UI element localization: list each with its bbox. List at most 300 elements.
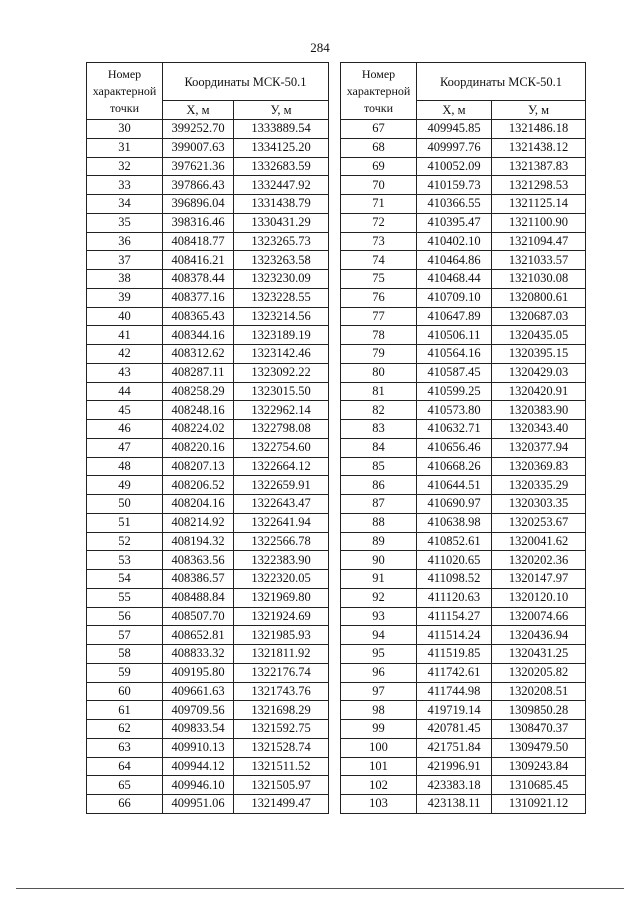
y-coordinate-cell: 1309479.50 [492,738,586,757]
y-coordinate-cell: 1321100.90 [492,213,586,232]
point-number-cell: 57 [87,626,163,645]
x-coordinate-cell: 408194.32 [163,532,234,551]
y-coordinate-cell: 1321125.14 [492,195,586,214]
y-coordinate-cell: 1321486.18 [492,120,586,139]
x-coordinate-cell: 409195.80 [163,663,234,682]
y-coordinate-cell: 1320074.66 [492,607,586,626]
table-row [341,795,586,814]
y-coordinate-cell: 1321698.29 [234,701,329,720]
y-coordinate-cell: 1321094.47 [492,232,586,251]
y-coordinate-cell: 1322176.74 [234,663,329,682]
point-number-cell: 51 [87,513,163,532]
x-coordinate-cell: 411120.63 [417,588,492,607]
y-coordinate-cell: 1321030.08 [492,270,586,289]
point-number-cell: 56 [87,607,163,626]
point-number-cell: 90 [341,551,417,570]
y-coordinate-cell: 1322566.78 [234,532,329,551]
table-row [87,363,329,382]
point-number-cell: 95 [341,645,417,664]
point-number-cell: 72 [341,213,417,232]
x-coordinate-cell: 408386.57 [163,570,234,589]
table-row [341,495,586,514]
point-number-cell: 35 [87,213,163,232]
point-number-cell: 44 [87,382,163,401]
point-number-cell: 30 [87,120,163,139]
point-number-cell: 53 [87,551,163,570]
y-coordinate-cell: 1321511.52 [234,757,329,776]
point-number-cell: 83 [341,420,417,439]
x-column-header: Х, м [163,101,234,120]
table-row [87,120,329,139]
y-coordinate-cell: 1321499.47 [234,795,329,814]
scan-edge-line [16,888,624,889]
x-coordinate-cell: 409944.12 [163,757,234,776]
y-coordinate-cell: 1321743.76 [234,682,329,701]
y-coordinate-cell: 1320431.25 [492,645,586,664]
table-row [87,720,329,739]
y-coordinate-cell: 1333889.54 [234,120,329,139]
x-coordinate-cell: 411154.27 [417,607,492,626]
y-coordinate-cell: 1320369.83 [492,457,586,476]
table-row [87,195,329,214]
point-number-cell: 62 [87,720,163,739]
point-number-cell: 58 [87,645,163,664]
point-number-cell: 97 [341,682,417,701]
y-coordinate-cell: 1320429.03 [492,363,586,382]
y-coordinate-cell: 1320435.05 [492,326,586,345]
table-row [87,157,329,176]
x-coordinate-cell: 409709.56 [163,701,234,720]
point-number-cell: 34 [87,195,163,214]
y-coordinate-cell: 1322320.05 [234,570,329,589]
x-coordinate-cell: 420781.45 [417,720,492,739]
x-coordinate-cell: 410395.47 [417,213,492,232]
table-row [341,401,586,420]
table-row [87,251,329,270]
point-number-cell: 98 [341,701,417,720]
table-row [87,513,329,532]
y-coordinate-cell: 1323263.58 [234,251,329,270]
point-number-cell: 73 [341,232,417,251]
y-coordinate-cell: 1320687.03 [492,307,586,326]
x-coordinate-cell: 408507.70 [163,607,234,626]
y-coordinate-cell: 1321505.97 [234,776,329,795]
y-coordinate-cell: 1323142.46 [234,345,329,364]
x-coordinate-cell: 410656.46 [417,438,492,457]
y-coordinate-cell: 1320383.90 [492,401,586,420]
x-coordinate-cell: 408652.81 [163,626,234,645]
point-number-cell: 59 [87,663,163,682]
coordinates-table-right [340,62,586,814]
x-coordinate-cell: 410506.11 [417,326,492,345]
point-number-cell: 79 [341,345,417,364]
y-coordinate-cell: 1321592.75 [234,720,329,739]
table-row [87,607,329,626]
coordinates-header: Координаты МСК-50.1 [417,63,586,101]
point-number-cell: 100 [341,738,417,757]
x-coordinate-cell: 399007.63 [163,138,234,157]
table-row [87,588,329,607]
table-row [87,682,329,701]
table-row [87,757,329,776]
point-number-cell: 61 [87,701,163,720]
y-coordinate-cell: 1322798.08 [234,420,329,439]
x-coordinate-cell: 409833.54 [163,720,234,739]
table-row [87,776,329,795]
table-row [341,157,586,176]
x-coordinate-cell: 408214.92 [163,513,234,532]
y-coordinate-cell: 1320205.82 [492,663,586,682]
y-coordinate-cell: 1321387.83 [492,157,586,176]
table-row [341,176,586,195]
point-number-cell: 88 [341,513,417,532]
table-row [87,457,329,476]
point-number-cell: 49 [87,476,163,495]
y-coordinate-cell: 1322643.47 [234,495,329,514]
y-coordinate-cell: 1323214.56 [234,307,329,326]
x-coordinate-cell: 409951.06 [163,795,234,814]
x-coordinate-cell: 410668.26 [417,457,492,476]
table-row [341,213,586,232]
point-number-cell: 41 [87,326,163,345]
y-coordinate-cell: 1320303.35 [492,495,586,514]
x-coordinate-cell: 423138.11 [417,795,492,814]
y-coordinate-cell: 1320343.40 [492,420,586,439]
y-coordinate-cell: 1323189.19 [234,326,329,345]
x-coordinate-cell: 408418.77 [163,232,234,251]
table-row [341,551,586,570]
x-coordinate-cell: 421751.84 [417,738,492,757]
point-number-cell: 37 [87,251,163,270]
y-coordinate-cell: 1332447.92 [234,176,329,195]
table-row [341,663,586,682]
table-row [341,382,586,401]
x-coordinate-cell: 408488.84 [163,588,234,607]
table-row [87,551,329,570]
table-row [341,720,586,739]
table-row [87,795,329,814]
point-number-cell: 93 [341,607,417,626]
point-number-cell: 55 [87,588,163,607]
x-coordinate-cell: 411098.52 [417,570,492,589]
y-coordinate-cell: 1322754.60 [234,438,329,457]
point-number-header: Номер характерной точки [87,63,163,120]
point-number-cell: 39 [87,288,163,307]
y-coordinate-cell: 1308470.37 [492,720,586,739]
y-coordinate-cell: 1323265.73 [234,232,329,251]
point-number-cell: 40 [87,307,163,326]
y-column-header: У, м [492,101,586,120]
y-coordinate-cell: 1320253.67 [492,513,586,532]
x-coordinate-cell: 410638.98 [417,513,492,532]
table-row [87,401,329,420]
x-coordinate-cell: 411020.65 [417,551,492,570]
y-coordinate-cell: 1320395.15 [492,345,586,364]
y-coordinate-cell: 1322659.91 [234,476,329,495]
table-row [341,307,586,326]
x-coordinate-cell: 397866.43 [163,176,234,195]
point-number-cell: 96 [341,663,417,682]
table-row [87,476,329,495]
table-row [341,607,586,626]
y-coordinate-cell: 1309243.84 [492,757,586,776]
table-row [341,420,586,439]
y-coordinate-cell: 1330431.29 [234,213,329,232]
point-number-cell: 32 [87,157,163,176]
y-coordinate-cell: 1323015.50 [234,382,329,401]
x-coordinate-cell: 409945.85 [417,120,492,139]
table-row [87,701,329,720]
point-number-cell: 68 [341,138,417,157]
y-coordinate-cell: 1323228.55 [234,288,329,307]
table-row [341,757,586,776]
table-row [87,570,329,589]
x-coordinate-cell: 408206.52 [163,476,234,495]
y-coordinate-cell: 1320202.36 [492,551,586,570]
point-number-cell: 60 [87,682,163,701]
y-coordinate-cell: 1323230.09 [234,270,329,289]
point-number-cell: 50 [87,495,163,514]
table-row [341,682,586,701]
y-coordinate-cell: 1320377.94 [492,438,586,457]
point-number-header: Номер характерной точки [341,63,417,120]
y-coordinate-cell: 1334125.20 [234,138,329,157]
x-coordinate-cell: 396896.04 [163,195,234,214]
x-coordinate-cell: 408204.16 [163,495,234,514]
x-coordinate-cell: 408258.29 [163,382,234,401]
x-coordinate-cell: 423383.18 [417,776,492,795]
x-coordinate-cell: 408344.16 [163,326,234,345]
point-number-cell: 102 [341,776,417,795]
x-coordinate-cell: 397621.36 [163,157,234,176]
point-number-cell: 69 [341,157,417,176]
coordinates-header: Координаты МСК-50.1 [163,63,329,101]
table-row [87,438,329,457]
x-coordinate-cell: 408220.16 [163,438,234,457]
table-row [87,270,329,289]
page-number: 284 [310,40,330,55]
x-coordinate-cell: 410366.55 [417,195,492,214]
table-row [341,588,586,607]
y-coordinate-cell: 1321438.12 [492,138,586,157]
point-number-cell: 54 [87,570,163,589]
x-coordinate-cell: 410159.73 [417,176,492,195]
table-row [341,645,586,664]
table-row [87,738,329,757]
x-coordinate-cell: 409910.13 [163,738,234,757]
y-coordinate-cell: 1320436.94 [492,626,586,645]
point-number-cell: 101 [341,757,417,776]
point-number-cell: 74 [341,251,417,270]
point-number-cell: 45 [87,401,163,420]
x-coordinate-cell: 408833.32 [163,645,234,664]
point-number-cell: 99 [341,720,417,739]
point-number-cell: 66 [87,795,163,814]
table-row [87,663,329,682]
table-row [341,326,586,345]
table-row [87,532,329,551]
x-coordinate-cell: 409661.63 [163,682,234,701]
y-coordinate-cell: 1321985.93 [234,626,329,645]
point-number-cell: 52 [87,532,163,551]
x-coordinate-cell: 411744.98 [417,682,492,701]
table-row [87,232,329,251]
point-number-cell: 85 [341,457,417,476]
point-number-cell: 33 [87,176,163,195]
table-row [341,232,586,251]
x-coordinate-cell: 410052.09 [417,157,492,176]
table-row [341,701,586,720]
y-coordinate-cell: 1331438.79 [234,195,329,214]
table-row [87,307,329,326]
table-row [341,345,586,364]
point-number-cell: 65 [87,776,163,795]
y-coordinate-cell: 1322664.12 [234,457,329,476]
point-number-cell: 43 [87,363,163,382]
y-coordinate-cell: 1322383.90 [234,551,329,570]
y-coordinate-cell: 1310685.45 [492,776,586,795]
x-coordinate-cell: 411742.61 [417,663,492,682]
table-row [87,495,329,514]
x-coordinate-cell: 408365.43 [163,307,234,326]
point-number-cell: 38 [87,270,163,289]
x-coordinate-cell: 408363.56 [163,551,234,570]
point-number-cell: 80 [341,363,417,382]
table-row [341,626,586,645]
point-number-cell: 46 [87,420,163,439]
table-row [341,138,586,157]
point-number-cell: 70 [341,176,417,195]
point-number-cell: 81 [341,382,417,401]
point-number-cell: 89 [341,532,417,551]
x-coordinate-cell: 408248.16 [163,401,234,420]
point-number-cell: 48 [87,457,163,476]
y-coordinate-cell: 1321298.53 [492,176,586,195]
x-column-header: Х, м [417,101,492,120]
table-row [87,288,329,307]
y-coordinate-cell: 1320420.91 [492,382,586,401]
point-number-cell: 67 [341,120,417,139]
table-row [341,476,586,495]
table-row [87,176,329,195]
y-coordinate-cell: 1321033.57 [492,251,586,270]
x-coordinate-cell: 410402.10 [417,232,492,251]
point-number-cell: 78 [341,326,417,345]
table-row [341,513,586,532]
x-coordinate-cell: 410587.45 [417,363,492,382]
x-coordinate-cell: 398316.46 [163,213,234,232]
x-coordinate-cell: 410690.97 [417,495,492,514]
x-coordinate-cell: 408312.62 [163,345,234,364]
point-number-cell: 94 [341,626,417,645]
y-coordinate-cell: 1320800.61 [492,288,586,307]
x-coordinate-cell: 408287.11 [163,363,234,382]
table-row [87,420,329,439]
point-number-cell: 36 [87,232,163,251]
table-row [341,270,586,289]
y-column-header: У, м [234,101,329,120]
y-coordinate-cell: 1310921.12 [492,795,586,814]
y-coordinate-cell: 1320120.10 [492,588,586,607]
table-row [341,438,586,457]
table-row [341,195,586,214]
table-row [341,363,586,382]
table-row [87,645,329,664]
point-number-cell: 71 [341,195,417,214]
x-coordinate-cell: 410644.51 [417,476,492,495]
table-row [341,738,586,757]
point-number-cell: 42 [87,345,163,364]
point-number-cell: 75 [341,270,417,289]
x-coordinate-cell: 399252.70 [163,120,234,139]
y-coordinate-cell: 1320041.62 [492,532,586,551]
x-coordinate-cell: 419719.14 [417,701,492,720]
point-number-cell: 64 [87,757,163,776]
point-number-cell: 91 [341,570,417,589]
x-coordinate-cell: 410632.71 [417,420,492,439]
y-coordinate-cell: 1321969.80 [234,588,329,607]
point-number-cell: 84 [341,438,417,457]
point-number-cell: 87 [341,495,417,514]
point-number-cell: 63 [87,738,163,757]
x-coordinate-cell: 411514.24 [417,626,492,645]
y-coordinate-cell: 1320147.97 [492,570,586,589]
x-coordinate-cell: 410464.86 [417,251,492,270]
point-number-cell: 82 [341,401,417,420]
point-number-cell: 92 [341,588,417,607]
x-coordinate-cell: 410709.10 [417,288,492,307]
table-row [341,776,586,795]
y-coordinate-cell: 1321924.69 [234,607,329,626]
x-coordinate-cell: 408416.21 [163,251,234,270]
table-row [341,570,586,589]
x-coordinate-cell: 410564.16 [417,345,492,364]
table-row [341,251,586,270]
y-coordinate-cell: 1323092.22 [234,363,329,382]
x-coordinate-cell: 408378.44 [163,270,234,289]
x-coordinate-cell: 410647.89 [417,307,492,326]
x-coordinate-cell: 410852.61 [417,532,492,551]
table-row [341,457,586,476]
y-coordinate-cell: 1320335.29 [492,476,586,495]
coordinates-table-left [86,62,329,814]
point-number-cell: 86 [341,476,417,495]
x-coordinate-cell: 409997.76 [417,138,492,157]
y-coordinate-cell: 1321528.74 [234,738,329,757]
table-row [87,345,329,364]
point-number-cell: 47 [87,438,163,457]
x-coordinate-cell: 408377.16 [163,288,234,307]
table-row [87,626,329,645]
x-coordinate-cell: 408224.02 [163,420,234,439]
table-row [87,382,329,401]
x-coordinate-cell: 421996.91 [417,757,492,776]
x-coordinate-cell: 411519.85 [417,645,492,664]
y-coordinate-cell: 1332683.59 [234,157,329,176]
table-row [341,532,586,551]
table-row [341,288,586,307]
y-coordinate-cell: 1322641.94 [234,513,329,532]
y-coordinate-cell: 1322962.14 [234,401,329,420]
x-coordinate-cell: 410599.25 [417,382,492,401]
point-number-cell: 31 [87,138,163,157]
x-coordinate-cell: 409946.10 [163,776,234,795]
y-coordinate-cell: 1320208.51 [492,682,586,701]
point-number-cell: 77 [341,307,417,326]
table-row [87,213,329,232]
point-number-cell: 103 [341,795,417,814]
table-row [87,138,329,157]
